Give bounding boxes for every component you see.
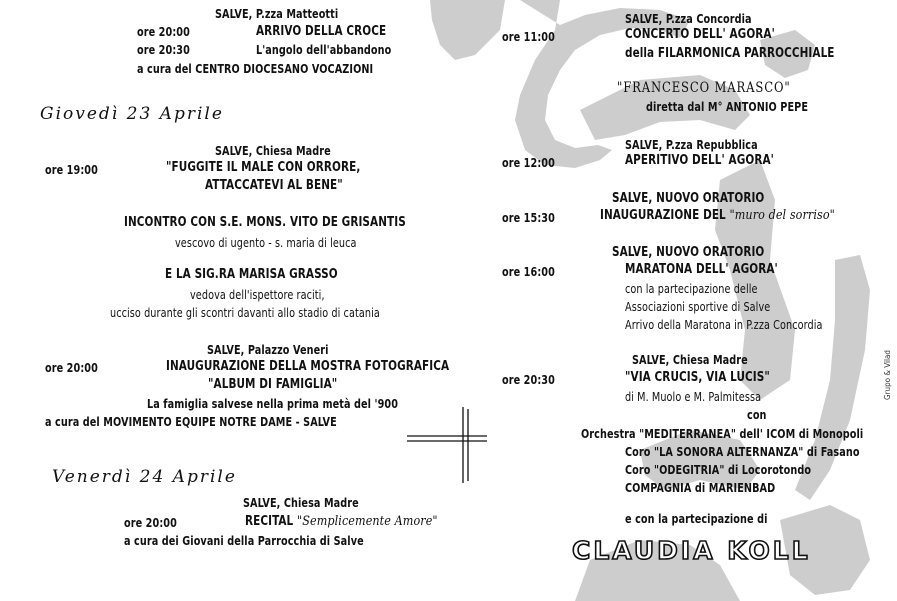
compagnia: COMPAGNIA di MARIENBAD	[625, 480, 776, 495]
time-2000-mostra: ore 20:00	[45, 360, 98, 375]
event-mostra: INAUGURAZIONE DELLA MOSTRA FOTOGRAFICA	[166, 358, 450, 374]
place-oratorio-2: SALVE, NUOVO ORATORIO	[612, 244, 765, 260]
guest-claudia-koll: CLAUDIA KOLL	[572, 536, 811, 565]
ospite-subtitle-2: ucciso durante gli scontri davanti allo stadio di catania	[110, 305, 380, 320]
mostra-desc: La famiglia salvese nella prima metà del '900	[147, 396, 399, 411]
cura-giovani: a cura dei Giovani della Parrocchia di Salve	[124, 533, 364, 548]
time-1900: ore 19:00	[45, 162, 98, 177]
event-album: "ALBUM DI FAMIGLIA"	[208, 376, 338, 392]
ospite-subtitle-1: vedova dell'ispettore raciti,	[190, 287, 325, 302]
incontro-vescovo: INCONTRO CON S.E. MONS. VITO DE GRISANTIS	[124, 214, 406, 230]
maratona-line-4: Arrivo della Maratona in P.zza Concordia	[625, 317, 823, 332]
event-concerto: CONCERTO DELL' AGORA'	[625, 26, 775, 42]
time-2000: ore 20:00	[137, 24, 190, 39]
time-1200: ore 12:00	[502, 155, 555, 170]
place-chiesa-madre-2: SALVE, Chiesa Madre	[632, 352, 748, 367]
time-1600: ore 16:00	[502, 264, 555, 279]
time-2030: ore 20:30	[502, 372, 555, 387]
time-1100: ore 11:00	[502, 29, 555, 44]
place-oratorio-1: SALVE, NUOVO ORATORIO	[612, 190, 765, 206]
credit-text: Grupo & Vilad	[883, 350, 892, 400]
via-crucis-authors: di M. Muolo e M. Palmitessa	[625, 389, 762, 404]
direttore: diretta dal M° ANTONIO PEPE	[646, 99, 809, 114]
event-angolo: L'angolo dell'abbandono	[256, 42, 392, 57]
event-aperitivo: APERITIVO DELL' AGORA'	[625, 152, 774, 168]
time-2000-recital: ore 20:00	[124, 515, 177, 530]
vescovo-subtitle: vescovo di ugento - s. maria di leuca	[175, 235, 357, 250]
recital-label: RECITAL	[245, 513, 294, 529]
partecipazione: e con la partecipazione di	[625, 511, 768, 526]
ospite-grasso: E LA SIG.RA MARISA GRASSO	[165, 266, 338, 282]
cross-icon	[405, 405, 490, 485]
orchestra: Orchestra "MEDITERRANEA" dell' ICOM di Monopoli	[581, 426, 864, 441]
event-arrivo-croce: ARRIVO DELLA CROCE	[256, 23, 387, 39]
place-chiesa-madre: SALVE, Chiesa Madre	[215, 143, 331, 158]
event-fuggite-2: ATTACCATEVI AL BENE"	[205, 177, 343, 193]
time-1530: ore 15:30	[502, 210, 555, 225]
filarmonica-name: "FRANCESCO MARASCO"	[617, 80, 791, 96]
place-chiesa-madre-recital: SALVE, Chiesa Madre	[243, 495, 359, 510]
event-fuggite-1: "FUGGITE IL MALE CON ORRORE,	[166, 159, 361, 175]
muro-label: INAUGURAZIONE DEL	[600, 207, 726, 223]
maratona-line-2: con la partecipazione delle	[625, 281, 758, 296]
event-muro	[600, 208, 835, 223]
place-concordia: SALVE, P.zza Concordia	[625, 11, 752, 26]
muro-title: "muro del sorriso"	[729, 208, 835, 223]
recital-title: "Semplicemente Amore"	[297, 514, 438, 529]
place-palazzo-veneri: SALVE, Palazzo Veneri	[207, 342, 329, 357]
event-recital	[245, 514, 438, 529]
event-maratona: MARATONA DELL' AGORA'	[625, 261, 778, 277]
place-matteotti: SALVE, P.zza Matteotti	[215, 6, 339, 21]
cura-equipe: a cura del MOVIMENTO EQUIPE NOTRE DAME - SALVE	[45, 414, 337, 429]
coro-sonora: Coro "LA SONORA ALTERNANZA" di Fasano	[625, 444, 860, 459]
time-2030: ore 20:30	[137, 42, 190, 57]
coro-odegitria: Coro "ODEGITRIA" di Locorotondo	[625, 462, 812, 477]
event-via-crucis: "VIA CRUCIS, VIA LUCIS"	[625, 369, 770, 385]
maratona-line-3: Associazioni sportive di Salve	[625, 299, 771, 314]
place-repubblica: SALVE, P.zza Repubblica	[625, 137, 758, 152]
day-heading-giovedi: Giovedì 23 Aprile	[40, 104, 224, 124]
cura-vocazioni: a cura del CENTRO DIOCESANO VOCAZIONI	[137, 61, 374, 76]
day-heading-venerdi: Venerdì 24 Aprile	[52, 467, 237, 487]
event-filarmonica: della FILARMONICA PARROCCHIALE	[625, 45, 835, 61]
con-label: con	[747, 407, 767, 422]
